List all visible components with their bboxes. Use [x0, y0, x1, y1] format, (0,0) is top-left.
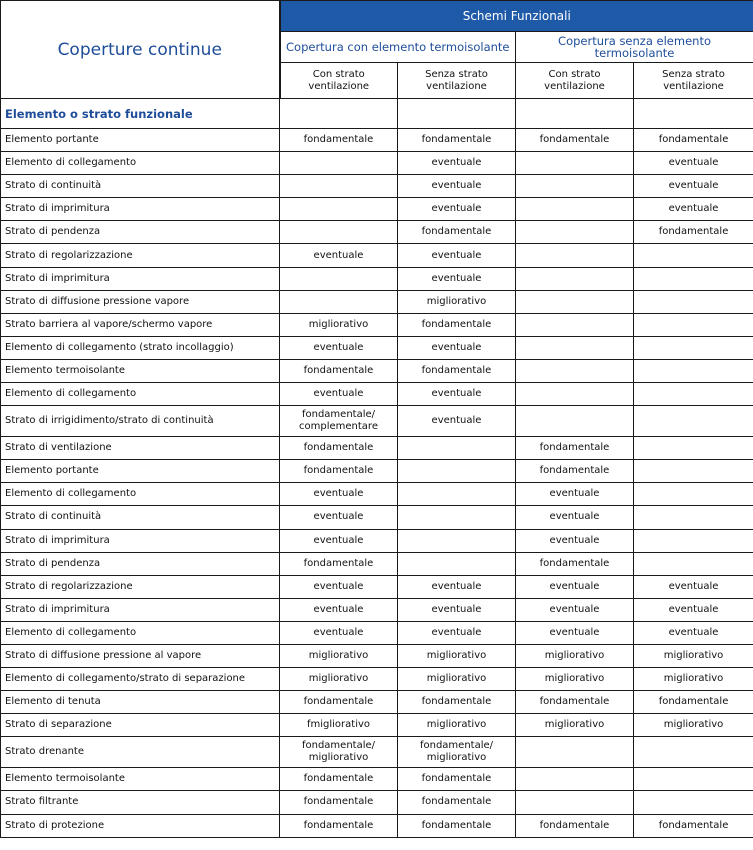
table-row [1, 814, 753, 837]
cell-value [634, 313, 753, 336]
cell-value [516, 383, 634, 406]
subcol-header: Con strato ventilazione [280, 63, 398, 99]
cell-value: eventuale [280, 336, 398, 359]
cell-value [280, 198, 398, 221]
row-label: Strato di diffusione pressione al vapore [1, 644, 280, 667]
cell-value: fondamentale [398, 221, 516, 244]
row-label: Strato di separazione [1, 714, 280, 737]
cell-value: fondamentale [516, 814, 634, 837]
cell-value: eventuale [516, 621, 634, 644]
table-body [1, 99, 753, 838]
row-label: Strato di pendenza [1, 221, 280, 244]
row-label: Strato di ventilazione [1, 437, 280, 460]
cell-value [634, 406, 753, 437]
table-row [1, 737, 753, 768]
cell-value [398, 460, 516, 483]
row-label: Elemento di collegamento [1, 621, 280, 644]
cell-value: eventuale [280, 483, 398, 506]
cell-value: fondamentale [280, 552, 398, 575]
cell-value: fondamentale/ complementare [280, 406, 398, 437]
cell-value: eventuale [280, 598, 398, 621]
row-label: Elemento di collegamento (strato incollaggio) [1, 336, 280, 359]
row-label: Strato di regolarizzazione [1, 244, 280, 267]
table-title: Coperture continue [1, 1, 280, 99]
row-label: Strato drenante [1, 737, 280, 768]
cell-value [634, 506, 753, 529]
cell-value: eventuale [398, 152, 516, 175]
table-row [1, 714, 753, 737]
table-row [1, 668, 753, 691]
cell-value [634, 336, 753, 359]
row-label: Strato di regolarizzazione [1, 575, 280, 598]
subcol-header: Con strato ventilazione [516, 63, 634, 99]
table-row [1, 621, 753, 644]
cell-value: fondamentale [398, 129, 516, 152]
schemi-funzionali-header: Schemi Funzionali [280, 1, 753, 32]
cell-value [398, 529, 516, 552]
cell-value: migliorativo [398, 644, 516, 667]
cell-value: fondamentale [398, 768, 516, 791]
cell-value: eventuale [280, 529, 398, 552]
cell-value [516, 198, 634, 221]
row-label: Strato di diffusione pressione vapore [1, 290, 280, 313]
cell-value: fondamentale [516, 129, 634, 152]
table-row [1, 575, 753, 598]
cell-value: eventuale [516, 575, 634, 598]
cell-value: eventuale [634, 575, 753, 598]
cell-value: eventuale [398, 336, 516, 359]
table-row [1, 290, 753, 313]
group-header-con-termoisolante: Copertura con elemento termoisolante [280, 32, 516, 63]
cell-value [634, 383, 753, 406]
cell-value: fondamentale [280, 691, 398, 714]
section-label: Elemento o strato funzionale [1, 99, 280, 129]
cell-value: fondamentale [634, 691, 753, 714]
cell-value: eventuale [398, 383, 516, 406]
cell-value [398, 483, 516, 506]
row-label: Strato di pendenza [1, 552, 280, 575]
cell-value: eventuale [634, 621, 753, 644]
cell-value: eventuale [280, 506, 398, 529]
cell-value [398, 552, 516, 575]
row-label: Strato di imprimitura [1, 267, 280, 290]
cell-value: migliorativo [398, 714, 516, 737]
group-header-senza-termoisolante: Copertura senza elemento termoisolante [516, 32, 753, 63]
table-row [1, 437, 753, 460]
section-row [1, 99, 753, 129]
row-label: Strato di imprimitura [1, 598, 280, 621]
cell-value: migliorativo [398, 290, 516, 313]
cell-value [516, 244, 634, 267]
table-row [1, 691, 753, 714]
table-row [1, 552, 753, 575]
cell-value: eventuale [398, 244, 516, 267]
cell-value: fondamentale [280, 768, 398, 791]
cell-value: fondamentale [634, 221, 753, 244]
table-row [1, 175, 753, 198]
cell-value [634, 359, 753, 382]
cell-value [516, 267, 634, 290]
row-label: Elemento termoisolante [1, 359, 280, 382]
cell-value: fondamentale [398, 791, 516, 814]
cell-value [634, 552, 753, 575]
cell-value [516, 290, 634, 313]
cell-value: eventuale [398, 621, 516, 644]
cell-value: fondamentale [516, 437, 634, 460]
cell-value [516, 152, 634, 175]
cell-value [634, 737, 753, 768]
cell-value: eventuale [516, 483, 634, 506]
cell-value [634, 529, 753, 552]
cell-value: fondamentale/ migliorativo [398, 737, 516, 768]
cell-value: fmigliorativo [280, 714, 398, 737]
row-label: Strato filtrante [1, 791, 280, 814]
cell-value: fondamentale [398, 814, 516, 837]
cell-value: fondamentale [516, 552, 634, 575]
cell-value [634, 791, 753, 814]
cell-value [634, 244, 753, 267]
cell-value: eventuale [280, 383, 398, 406]
cell-value: fondamentale [280, 791, 398, 814]
table-row [1, 221, 753, 244]
cell-value: eventuale [398, 267, 516, 290]
cell-value: eventuale [634, 598, 753, 621]
subcol-header: Senza strato ventilazione [398, 63, 516, 99]
row-label: Elemento di tenuta [1, 691, 280, 714]
cell-value: eventuale [398, 198, 516, 221]
table-row [1, 383, 753, 406]
row-label: Elemento di collegamento [1, 483, 280, 506]
row-label: Strato di protezione [1, 814, 280, 837]
cell-value [634, 483, 753, 506]
cell-value: fondamentale [280, 437, 398, 460]
row-label: Elemento di collegamento/strato di separazione [1, 668, 280, 691]
cell-value: fondamentale [398, 359, 516, 382]
cell-value: fondamentale [634, 814, 753, 837]
cell-value: migliorativo [516, 644, 634, 667]
cell-value [516, 221, 634, 244]
cell-value [634, 460, 753, 483]
table-row [1, 768, 753, 791]
cell-value [516, 406, 634, 437]
row-label: Strato di imprimitura [1, 529, 280, 552]
cell-value: migliorativo [516, 668, 634, 691]
row-label: Elemento termoisolante [1, 768, 280, 791]
table-row [1, 267, 753, 290]
cell-value: eventuale [280, 575, 398, 598]
cell-value [398, 437, 516, 460]
cell-value: fondamentale [280, 814, 398, 837]
cell-value [516, 175, 634, 198]
cell-value [280, 221, 398, 244]
cell-value: migliorativo [634, 714, 753, 737]
cell-value: migliorativo [516, 714, 634, 737]
cell-value: eventuale [634, 152, 753, 175]
cell-value: eventuale [398, 175, 516, 198]
cell-value [634, 768, 753, 791]
table-row [1, 152, 753, 175]
table-row [1, 483, 753, 506]
cell-value [280, 152, 398, 175]
cell-value: fondamentale [280, 359, 398, 382]
cell-value: eventuale [398, 598, 516, 621]
row-label: Elemento di collegamento [1, 383, 280, 406]
cell-value: fondamentale [516, 460, 634, 483]
cell-value: migliorativo [280, 644, 398, 667]
cell-value [634, 267, 753, 290]
table-row [1, 313, 753, 336]
table-row [1, 644, 753, 667]
cell-value: eventuale [516, 506, 634, 529]
table-row [1, 791, 753, 814]
cell-value [634, 437, 753, 460]
table-row [1, 598, 753, 621]
row-label: Strato di continuità [1, 175, 280, 198]
table-row [1, 460, 753, 483]
row-label: Elemento portante [1, 460, 280, 483]
cell-value [280, 175, 398, 198]
cell-value: migliorativo [634, 668, 753, 691]
cell-value: eventuale [280, 621, 398, 644]
cell-value [634, 290, 753, 313]
table-row [1, 198, 753, 221]
cell-value: eventuale [398, 406, 516, 437]
table-row [1, 406, 753, 437]
cell-value: migliorativo [280, 313, 398, 336]
row-label: Strato di irrigidimento/strato di continuità [1, 406, 280, 437]
cell-value [280, 267, 398, 290]
cell-value: eventuale [398, 575, 516, 598]
cell-value [516, 737, 634, 768]
cell-value: fondamentale [634, 129, 753, 152]
cell-value [280, 290, 398, 313]
row-label: Elemento portante [1, 129, 280, 152]
row-label: Elemento di collegamento [1, 152, 280, 175]
cell-value: eventuale [634, 198, 753, 221]
cell-value: eventuale [634, 175, 753, 198]
cell-value: eventuale [516, 529, 634, 552]
cell-value: migliorativo [398, 668, 516, 691]
cell-value [516, 336, 634, 359]
cell-value [516, 791, 634, 814]
cell-value: fondamentale [280, 129, 398, 152]
cell-value: fondamentale [516, 691, 634, 714]
row-label: Strato barriera al vapore/schermo vapore [1, 313, 280, 336]
table-row [1, 506, 753, 529]
row-label: Strato di imprimitura [1, 198, 280, 221]
cell-value: fondamentale [398, 691, 516, 714]
table-row [1, 336, 753, 359]
cell-value: migliorativo [280, 668, 398, 691]
cell-value: migliorativo [634, 644, 753, 667]
table-row [1, 244, 753, 267]
row-label: Strato di continuità [1, 506, 280, 529]
cell-value: eventuale [280, 244, 398, 267]
cell-value: fondamentale [398, 313, 516, 336]
cell-value [516, 313, 634, 336]
subcol-header: Senza strato ventilazione [634, 63, 753, 99]
table-row [1, 129, 753, 152]
cell-value: eventuale [516, 598, 634, 621]
cell-value: fondamentale/ migliorativo [280, 737, 398, 768]
cell-value [398, 506, 516, 529]
cell-value [516, 768, 634, 791]
table-row [1, 529, 753, 552]
cell-value [516, 359, 634, 382]
table-row [1, 359, 753, 382]
cell-value: fondamentale [280, 460, 398, 483]
